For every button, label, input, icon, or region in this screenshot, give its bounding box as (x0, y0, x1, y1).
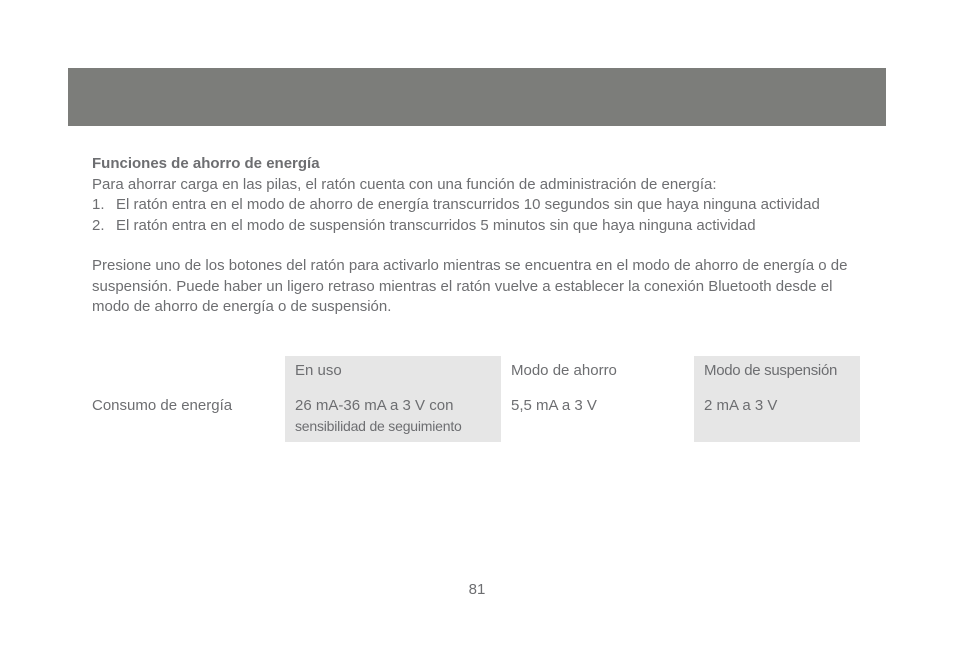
list-item-text: El ratón entra en el modo de ahorro de energía transcurridos 10 segundos sin que haya ninguna actividad (116, 196, 820, 213)
table-cell-line: sensibilidad de seguimiento (295, 418, 462, 434)
table-header-in-use: En uso (295, 362, 342, 379)
table-row-label: Consumo de energía (92, 397, 233, 414)
table-header-suspension-mode: Modo de suspensión (704, 362, 838, 379)
list-item-number: 2. (92, 216, 105, 234)
page-number: 81 (468, 581, 486, 598)
list-item-number: 1. (92, 196, 105, 213)
table-cell-suspension: 2 mA a 3 V (704, 397, 778, 414)
table-header-saving-mode: Modo de ahorro (511, 362, 617, 379)
list-item (92, 216, 872, 237)
body-paragraph: Presione uno de los botones del ratón para activarlo mientras se encuentra en el modo de ahorro de energía o de suspensión. Puede haber un ligero retraso mientras el ratón vuelve a establecer la conexión Bluetooth desde el modo de ahorro de energía o de suspensión. (92, 257, 848, 315)
main-content (92, 154, 872, 318)
intro-text: Para ahorrar carga en las pilas, el ratón cuenta con una función de administración de energía: (92, 175, 717, 193)
table-cell-saving: 5,5 mA a 3 V (511, 397, 597, 414)
table-cell-in-use (295, 396, 495, 436)
list-item-text: El ratón entra en el modo de suspensión transcurridos 5 minutos sin que haya ninguna actividad (116, 216, 756, 234)
section-title: Funciones de ahorro de energía (92, 155, 320, 172)
steps-list (92, 195, 872, 236)
list-item (92, 195, 872, 216)
header-bar (68, 68, 886, 126)
table-cell-line: 26 mA-36 mA a 3 V con (295, 397, 454, 414)
